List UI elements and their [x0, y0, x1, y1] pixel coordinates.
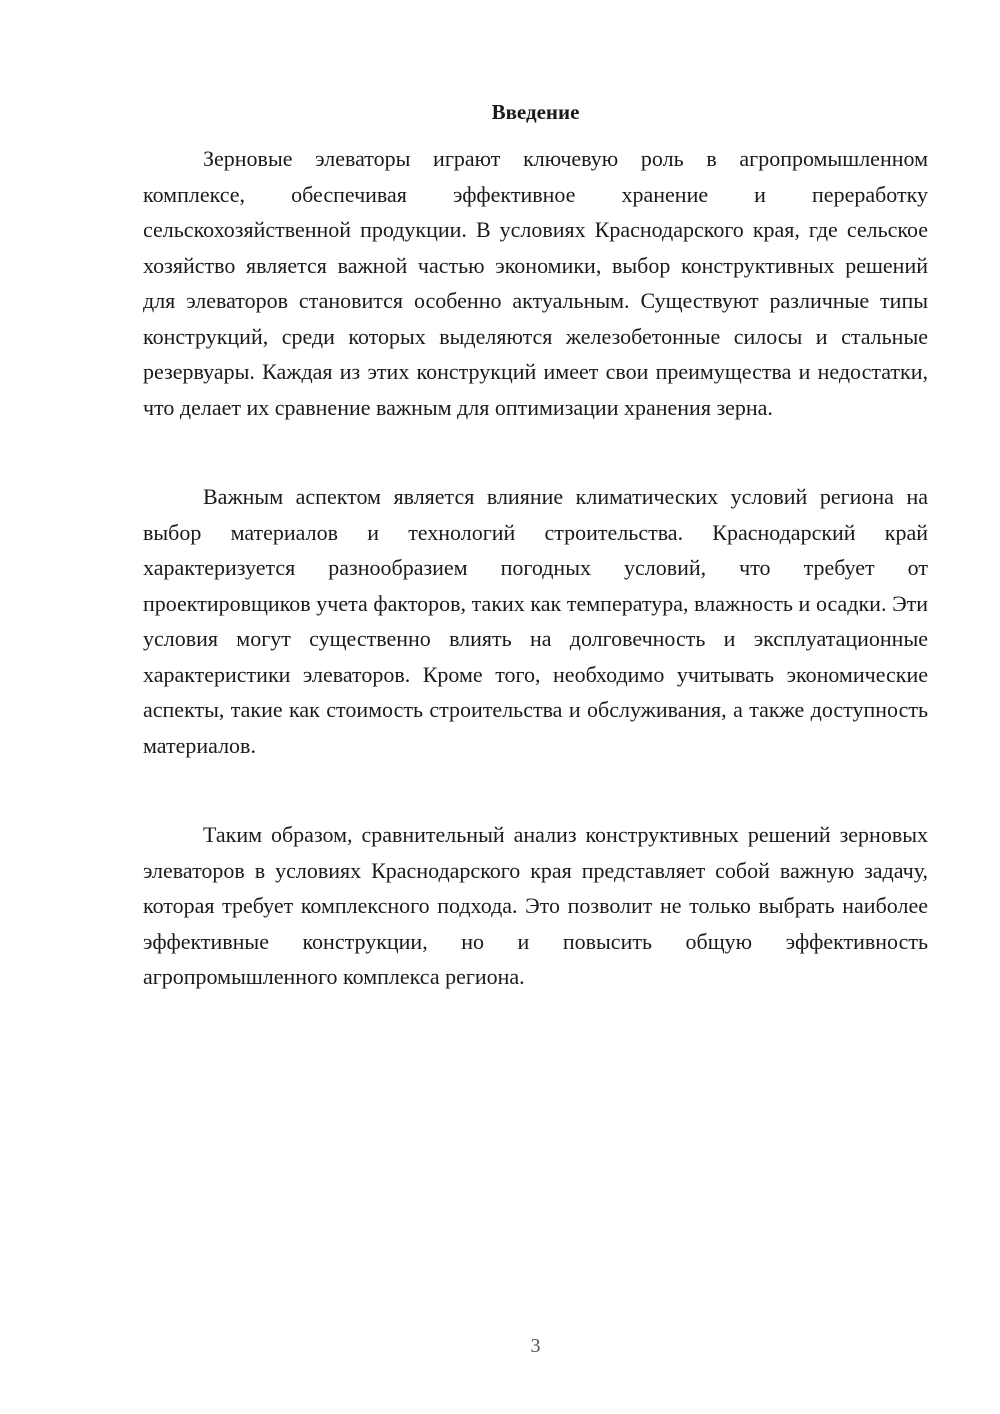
page-number: 3 — [530, 1335, 541, 1357]
paragraph-2: Важным аспектом является влияние климатических условий региона на выбор материалов и технологий строительства. Краснодарский край характеризуется разнообразием погодных условий, что требует от проектировщиков учета факторов, таких как температура, влажность и осадки. Эти условия могут существенно влиять на долговечность и эксплуатационные характеристики элеваторов. Кроме того, необходимо учитывать экономические аспекты, такие как стоимость строительства и обслуживания, а также доступность материалов. — [143, 484, 928, 758]
paragraph-1: Зерновые элеваторы играют ключевую роль в агропромышленном комплексе, обеспечивая эффективное хранение и переработку сельскохозяйственной продукции. В условиях Краснодарского края, где сельское хозяйство является важной частью экономики, выбор конструктивных решений для элеваторов становится особенно актуальным. Существуют различные типы конструкций, среди которых выделяются железобетонные силосы и стальные резервуары. Каждая из этих конструкций имеет свои преимущества и недостатки, что делает их сравнение важным для оптимизации хранения зерна. — [143, 146, 928, 420]
section-heading: Введение — [491, 100, 580, 124]
paragraph-3: Таким образом, сравнительный анализ конструктивных решений зерновых элеваторов в условиях Краснодарского края представляет собой важную задачу, которая требует комплексного подхода. Это позволит не только выбрать наиболее эффективные конструкции, но и повысить общую эффективность агропромышленного комплекса региона. — [143, 822, 928, 989]
